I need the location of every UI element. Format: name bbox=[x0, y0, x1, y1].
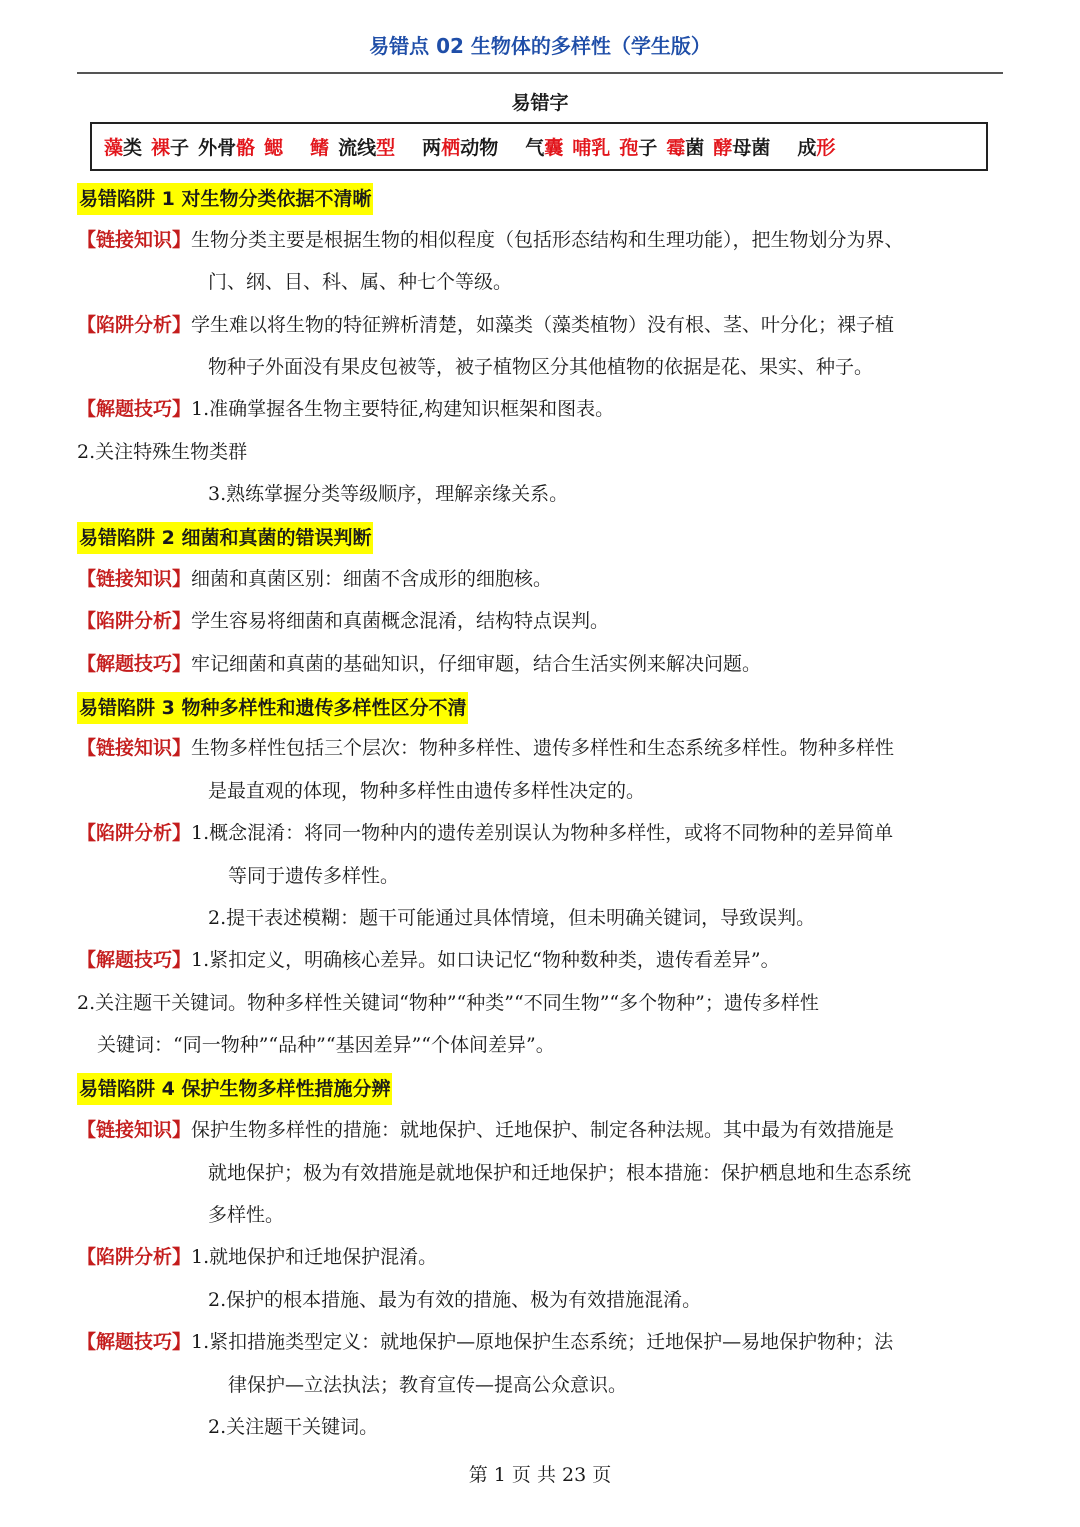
paragraph-line: 2.提干表述模糊：题干可能通过具体情境，但未明确关键词，导致误判。 bbox=[208, 907, 816, 929]
typo-word: 外骨骼 bbox=[198, 137, 256, 159]
paragraph-line: 3.熟练掌握分类等级顺序，理解亲缘关系。 bbox=[208, 483, 569, 505]
paragraph-line: 2.关注题干关键词。 bbox=[208, 1416, 379, 1438]
paragraph-line: 【陷阱分析】1.就地保护和迁地保护混淆。 bbox=[77, 1246, 438, 1268]
paragraph-line: 2.关注特殊生物类群 bbox=[77, 441, 248, 463]
typo-word: 裸子 bbox=[151, 137, 190, 159]
typo-word: 霉菌 bbox=[666, 137, 705, 159]
typo-word: 流线型 bbox=[338, 137, 396, 159]
section-tag: 【解题技巧】 bbox=[77, 653, 192, 675]
paragraph-line: 【陷阱分析】学生难以将生物的特征辨析清楚，如藻类（藻类植物）没有根、茎、叶分化；裸子植 bbox=[77, 314, 895, 336]
paragraph-line: 【链接知识】保护生物多样性的措施：就地保护、迁地保护、制定各种法规。其中最为有效措施是 bbox=[77, 1119, 895, 1141]
header-divider bbox=[77, 72, 1003, 74]
section-tag: 【链接知识】 bbox=[77, 737, 192, 759]
paragraph-line: 等同于遗传多样性。 bbox=[228, 865, 400, 887]
trap-title: 易错陷阱 2 细菌和真菌的错误判断 bbox=[77, 522, 373, 554]
paragraph-line: 2.关注题干关键词。物种多样性关键词“物种”“种类”“不同生物”“多个物种”；遗传多样性 bbox=[77, 992, 819, 1014]
paragraph-line: 物种子外面没有果皮包被等，被子植物区分其他植物的依据是花、果实、种子。 bbox=[208, 356, 874, 378]
trap-title: 易错陷阱 1 对生物分类依据不清晰 bbox=[77, 183, 373, 215]
section-tag: 【陷阱分析】 bbox=[77, 822, 192, 844]
section-tag: 【链接知识】 bbox=[77, 229, 192, 251]
section-tag: 【解题技巧】 bbox=[77, 398, 192, 420]
section-heading: 易错字 bbox=[511, 92, 569, 114]
paragraph-line: 【解题技巧】1.准确掌握各生物主要特征,构建知识框架和图表。 bbox=[77, 398, 615, 420]
paragraph-line: 【解题技巧】1.紧扣措施类型定义：就地保护—原地保护生态系统；迁地保护—易地保护物种；法 bbox=[77, 1331, 894, 1353]
section-tag: 【链接知识】 bbox=[77, 1119, 192, 1141]
typo-word: 哺乳 bbox=[572, 137, 611, 159]
page-number: 第 1 页 共 23 页 bbox=[468, 1464, 612, 1486]
paragraph-line: 【陷阱分析】1.概念混淆：将同一物种内的遗传差别误认为物种多样性，或将不同物种的差异简单 bbox=[77, 822, 894, 844]
typo-word: 成形 bbox=[797, 137, 836, 159]
typo-word: 鳃 bbox=[264, 137, 284, 159]
paragraph-line: 多样性。 bbox=[208, 1204, 285, 1226]
paragraph-line: 关键词：“同一物种”“品种”“基因差异”“个体间差异”。 bbox=[97, 1034, 555, 1056]
paragraph-line: 律保护—立法执法；教育宣传—提高公众意识。 bbox=[228, 1374, 628, 1396]
section-tag: 【陷阱分析】 bbox=[77, 1246, 192, 1268]
paragraph-line: 【链接知识】生物分类主要是根据生物的相似程度（包括形态结构和生理功能），把生物划分为界、 bbox=[77, 229, 904, 251]
paragraph-line: 【链接知识】细菌和真菌区别：细菌不含成形的细胞核。 bbox=[77, 568, 553, 590]
section-tag: 【陷阱分析】 bbox=[77, 314, 192, 336]
section-tag: 【陷阱分析】 bbox=[77, 610, 192, 632]
paragraph-line: 是最直观的体现，物种多样性由遗传多样性决定的。 bbox=[208, 780, 646, 802]
paragraph-line: 【陷阱分析】学生容易将细菌和真菌概念混淆，结构特点误判。 bbox=[77, 610, 610, 632]
paragraph-line: 就地保护；极为有效措施是就地保护和迁地保护；根本措施：保护栖息地和生态系统 bbox=[208, 1162, 912, 1184]
paragraph-line: 【链接知识】生物多样性包括三个层次：物种多样性、遗传多样性和生态系统多样性。物种多样性 bbox=[77, 737, 895, 759]
section-tag: 【链接知识】 bbox=[77, 568, 192, 590]
paragraph-line: 门、纲、目、科、属、种七个等级。 bbox=[208, 271, 513, 293]
typo-word: 两栖动物 bbox=[422, 137, 499, 159]
trap-title: 易错陷阱 3 物种多样性和遗传多样性区分不清 bbox=[77, 692, 468, 724]
section-tag: 【解题技巧】 bbox=[77, 1331, 192, 1353]
section-tag: 【解题技巧】 bbox=[77, 949, 192, 971]
typo-word: 气囊 bbox=[525, 137, 564, 159]
typo-word: 孢子 bbox=[619, 137, 658, 159]
typo-word: 鳍 bbox=[310, 137, 330, 159]
paragraph-line: 【解题技巧】1.紧扣定义，明确核心差异。如口诀记忆“物种数种类，遗传看差异”。 bbox=[77, 949, 780, 971]
page-title: 易错点 02 生物体的多样性（学生版） bbox=[369, 34, 711, 58]
typo-word-box bbox=[90, 122, 988, 171]
paragraph-line: 2.保护的根本措施、最为有效的措施、极为有效措施混淆。 bbox=[208, 1289, 702, 1311]
trap-title: 易错陷阱 4 保护生物多样性措施分辨 bbox=[77, 1073, 392, 1105]
typo-word: 藻类 bbox=[104, 137, 143, 159]
paragraph-line: 【解题技巧】牢记细菌和真菌的基础知识，仔细审题，结合生活实例来解决问题。 bbox=[77, 653, 762, 675]
typo-word: 酵母菌 bbox=[713, 137, 771, 159]
